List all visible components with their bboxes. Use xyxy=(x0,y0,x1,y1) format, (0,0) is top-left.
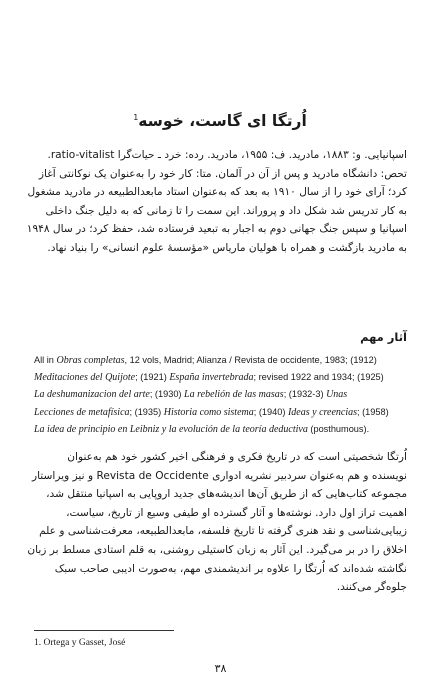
work-title: La idea de principio en Leibniz y la evolución de la teoría deductiva xyxy=(34,423,308,435)
work-title: Ideas y creencias xyxy=(287,406,358,418)
body-line: جلوه‌گر می‌کنند. xyxy=(336,581,407,594)
body-line: اخلاق را در بر می‌گیرد. این آثار به زبان کاستیلی روشنی، به قلم استادی مسلط بر زبان xyxy=(27,543,407,556)
work-detail: , 12 vols, Madrid; Alianza / Revista de occidente, 1983; (1912) xyxy=(124,355,377,365)
biography-paragraph xyxy=(26,146,407,258)
work-detail: ; (1958) xyxy=(357,406,389,417)
entry-title-text: اُرتگا ای گاست، خوسه xyxy=(138,112,307,130)
work-detail: ; (1932-3) xyxy=(283,389,327,400)
body-line: نگاشته شده‌اند که اُرتگا را علاوه بر اندیشمندی مهم، به‌صورت ادیبی صاحب سبک xyxy=(54,562,407,575)
work-title: Historia como sistema xyxy=(163,406,254,418)
bio-line: اسپانیایی. و: ۱۸۸۳، مادرید. ف: ۱۹۵۵، مادرید. رده: خرد ـ حیات‌گرا ratio-vitalist. xyxy=(47,149,407,161)
bio-line: تحص: دانشگاه مادرید و پس از آن در آلمان. متا: کار خود را به‌عنوان یک نوکانتی آغاز xyxy=(38,167,407,180)
works-line xyxy=(34,386,407,403)
work-title: La deshumanizacion del arte xyxy=(34,389,150,401)
body-line: نویسنده و هم به‌عنوان سردبیر نشریه ادواری Revista de Occidente و نیز ویراستار xyxy=(31,469,407,482)
work-detail: ; (1921) xyxy=(135,372,170,383)
bio-line: به کار تدریس شد شکل داد و پروراند. این سمت را تا زمانی که به دلیل جنگ داخلی xyxy=(45,204,407,217)
body-paragraph xyxy=(27,448,407,597)
body-line: مجموعه کتاب‌هایی که از طریق آن‌ها اندیشه‌های جدید اروپایی به اسپانیا منتقل شد، xyxy=(46,488,407,501)
works-heading: آثار مهم xyxy=(360,330,407,344)
body-line: اهمیت تراز اول دارد. نوشته‌ها و آثار گسترده او طیفی وسیع از تاریخ، سیاست، xyxy=(66,506,407,519)
work-detail: ; (1940) xyxy=(253,406,288,417)
works-line xyxy=(34,369,407,386)
footnote-marker: 1 xyxy=(133,112,139,122)
work-title: Unas xyxy=(326,389,348,401)
work-detail: All in xyxy=(34,355,57,365)
footnote-divider xyxy=(34,630,174,631)
works-list xyxy=(34,352,407,438)
work-detail: ; (1935) xyxy=(129,406,164,417)
page-number: ۳۸ xyxy=(214,662,227,675)
entry-title xyxy=(40,112,400,130)
bio-line: کرد؛ آرای خود را از سال ۱۹۱۰ به بعد که به‌عنوان استاد مابعدالطبیعه در مادرید مشغول xyxy=(27,186,407,199)
work-title: La rebelión de las masas xyxy=(184,389,284,401)
work-title: España invertebrada xyxy=(169,372,254,384)
work-detail: (posthumous). xyxy=(307,423,370,434)
body-line: اُرتگا شخصیتی است که در تاریخ فکری و فرهنگی اخیر کشور خود هم به‌عنوان xyxy=(67,451,407,463)
work-detail: ; revised 1922 and 1934; (1925) xyxy=(253,372,384,383)
bio-line: اسپانیا و سپس جنگ جهانی دوم به اجبار به تبعید فرستاده شد، حفظ کرد؛ در سال ۱۹۴۸ xyxy=(26,223,407,236)
work-detail: ; (1930) xyxy=(149,389,185,400)
works-line xyxy=(34,352,407,369)
work-title: Lecciones de metafísica xyxy=(34,406,130,418)
body-line: زیبایی‌شناسی و نقد هنری گرفته تا تاریخ فلسفه، مابعدالطبیعه، معرفت‌شناسی و علم xyxy=(39,525,407,538)
footnote: 1. Ortega y Gasset, José xyxy=(34,638,126,648)
work-title: Obras completas xyxy=(56,355,125,366)
works-line xyxy=(34,421,407,438)
work-title: Meditaciones del Quijote xyxy=(34,372,136,384)
bio-line: به مادرید بازگشت و همراه با هولیان ماریاس «مؤسسهٔ علوم انسانی» را بنیاد نهاد. xyxy=(47,241,407,254)
works-line xyxy=(34,404,407,421)
